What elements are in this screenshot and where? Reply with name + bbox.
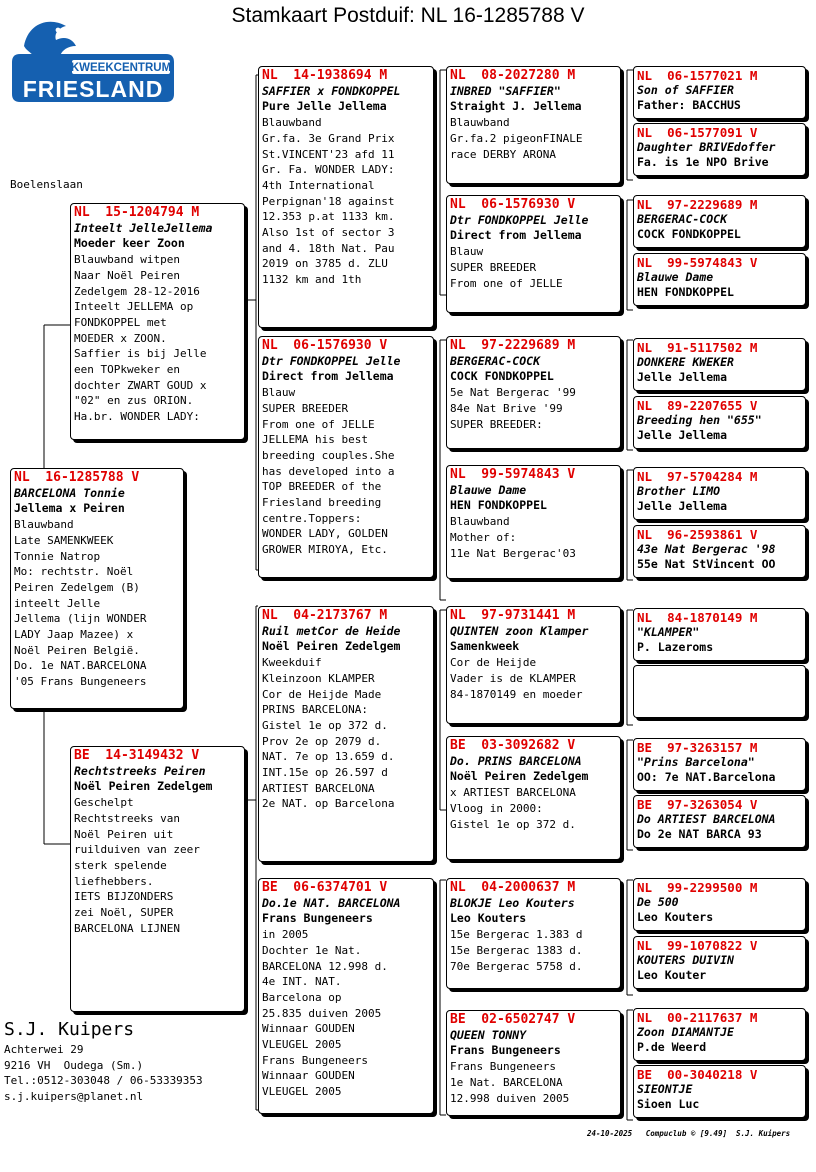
info-line: Also 1st of sector 3 (262, 226, 395, 240)
pigeon-name: Do. PRINS BARCELONA (450, 753, 582, 768)
ring-number: NL 04-2000637 M (450, 880, 576, 895)
ancestor-card-empty[interactable] (633, 665, 806, 718)
info-line: Cor de Heijde (450, 656, 537, 670)
info-line: From one of JELLE (450, 276, 563, 290)
owner-address: Achterwei 29 (4, 1043, 84, 1056)
ring-number: NL 84-1870149 M (637, 610, 758, 625)
info-line: Blauw (262, 386, 296, 400)
pigeon-line: Frans Bungeneers (450, 1043, 561, 1058)
info-line: 84e Nat Brive '99 (450, 401, 563, 415)
pigeon-name: Dtr FONDKOPPEL Jelle (450, 212, 589, 227)
info-line: ARTIEST BARCELONA (262, 781, 375, 795)
info-line: From one of JELLE (262, 417, 375, 431)
pigeon-line: Noël Peiren Zedelgem (74, 779, 213, 794)
great-grandparent-card[interactable] (446, 66, 621, 184)
grandparent-card[interactable] (258, 606, 434, 862)
great-grandparent-card[interactable] (446, 465, 621, 579)
info-line: centre.Toppers: (262, 511, 362, 525)
page-title: Stamkaart Postduif: NL 16-1285788 V (231, 4, 585, 27)
ring-number: NL 15-1204794 M (74, 205, 200, 220)
ring-number: NL 14-1938694 M (262, 68, 388, 83)
owner-block (4, 1018, 203, 1104)
ring-number: NL 08-2027280 M (450, 68, 576, 83)
info-line: MOEDER x ZOON. (74, 331, 167, 345)
info-line: BARCELONA 12.998 d. (262, 959, 388, 973)
ancestor-card[interactable] (633, 338, 806, 391)
pigeon-line: Straight J. Jellema (450, 99, 582, 114)
info-line: Perpignan'18 against (262, 194, 395, 208)
info-line: PRINS BARCELONA: (262, 703, 368, 717)
info-line: Vloog in 2000: (450, 801, 543, 815)
info-line: Rechtstreeks van (74, 811, 180, 825)
pigeon-name: DONKERE KWEKER (637, 355, 734, 369)
info-line: GROWER MIROYA, Etc. (262, 543, 388, 557)
info-line: 2019 on 3785 d. ZLU (262, 257, 388, 271)
pigeon-line: Jelle Jellema (637, 499, 728, 513)
info-line: and 4. 18th Nat. Pau (262, 241, 395, 255)
pigeon-line: Do 2e NAT BARCA 93 (637, 827, 762, 841)
owner-phone: Tel.:0512-303048 / 06-53339353 (4, 1074, 203, 1087)
info-line: Frans Bungeneers (450, 1060, 556, 1074)
pigeon-line: Leo Kouters (637, 910, 714, 924)
info-line: St.VINCENT'23 afd 11 (262, 147, 395, 161)
pigeon-name: Daughter BRIVEdoffer (637, 140, 776, 154)
info-line: Blauwband (450, 116, 510, 130)
info-line: Gr.fa.2 pigeonFINALE (450, 131, 583, 145)
pigeon-line: P. Lazeroms (637, 640, 714, 654)
pigeon-name: BERGERAC-COCK (637, 212, 728, 226)
grandparent-card[interactable] (258, 878, 434, 1114)
pigeon-name: SAFFIER x FONDKOPPEL (262, 83, 401, 98)
info-line: in 2005 (262, 928, 309, 942)
ring-number: NL 06-1577021 M (637, 68, 758, 83)
info-line: NAT. 7e op 13.659 d. (262, 750, 395, 764)
info-line: 84-1870149 en moeder (450, 687, 583, 701)
pigeon-line: HEN FONDKOPPEL (637, 285, 734, 299)
pigeon-line: Fa. is 1e NPO Brive (637, 155, 769, 169)
pigeon-name: BLOKJE Leo Kouters (450, 895, 575, 910)
info-line: VLEUGEL 2005 (262, 1038, 342, 1052)
pigeon-line: Pure Jelle Jellema (262, 99, 387, 114)
info-line: Geschelpt (74, 796, 134, 810)
pigeon-line: COCK FONDKOPPEL (450, 369, 554, 384)
info-line: TOP BREEDER of the (262, 480, 382, 494)
info-line: WONDER LADY, GOLDEN (262, 527, 388, 541)
info-line: Cor de Heijde Made (262, 687, 382, 701)
info-line: Gr.fa. 3e Grand Prix (262, 131, 395, 145)
pigeon-line: Father: BACCHUS (637, 98, 741, 112)
ancestor-card[interactable] (633, 936, 806, 989)
info-line: Late SAMENKWEEK (14, 533, 114, 547)
pigeon-line: Direct from Jellema (450, 228, 582, 243)
owner-name: S.J. Kuipers (4, 1019, 135, 1040)
info-line: 11e Nat Bergerac'03 (450, 546, 576, 560)
pigeon-name: "KLAMPER" (637, 625, 700, 639)
great-grandparent-card[interactable] (446, 606, 621, 724)
pigeon-line: Leo Kouters (450, 911, 527, 926)
info-line: 2e NAT. op Barcelona (262, 797, 395, 811)
info-line: SUPER BREEDER (262, 401, 349, 415)
pigeon-line: P.de Weerd (637, 1040, 707, 1054)
info-line: Friesland breeding (262, 496, 382, 510)
info-line: Prov 2e op 2079 d. (262, 734, 382, 748)
info-line: Gistel 1e op 372 d. (450, 817, 576, 831)
great-grandparent-card[interactable] (446, 878, 621, 989)
pigeon-name: QUEEN TONNY (450, 1027, 527, 1042)
info-line: zei Noël, SUPER (74, 906, 174, 920)
info-line: SUPER BREEDER: (450, 417, 543, 431)
info-line: 12.353 p.at 1133 km. (262, 210, 395, 224)
pigeon-name: SIEONTJE (637, 1082, 693, 1096)
ring-number: NL 97-9731441 M (450, 608, 576, 623)
ancestor-card[interactable] (633, 66, 806, 119)
ring-number: BE 02-6502747 V (450, 1012, 576, 1027)
info-line: 5e Nat Bergerac '99 (450, 386, 576, 400)
ancestor-card[interactable] (633, 253, 806, 306)
pigeon-name: Brother LIMO (637, 484, 721, 498)
ring-number: NL 04-2173767 M (262, 608, 388, 623)
ring-number: NL 99-2299500 M (637, 880, 758, 895)
info-line: Barcelona op (262, 990, 342, 1004)
info-line: Winnaar GOUDEN (262, 1069, 355, 1083)
info-line: FONDKOPPEL met (74, 315, 167, 329)
pigeon-line: Leo Kouter (637, 968, 707, 982)
great-grandparent-card[interactable] (446, 1010, 621, 1116)
pigeon-name: Do ARTIEST BARCELONA (637, 812, 776, 826)
info-line: 15e Bergerac 1.383 d (450, 928, 583, 942)
pigeon-name: Blauwe Dame (450, 482, 527, 497)
ring-number: BE 06-6374701 V (262, 880, 388, 895)
sire-card[interactable] (70, 746, 245, 1012)
ring-number: NL 00-2117637 M (637, 1010, 758, 1025)
ring-number: BE 03-3092682 V (450, 738, 576, 753)
pigeon-name: BARCELONA Tonnie (14, 485, 125, 500)
info-line: Gistel 1e op 372 d. (262, 718, 388, 732)
ancestor-card[interactable] (633, 396, 806, 449)
info-line: ruilduiven van zeer (74, 843, 200, 857)
info-line: Saffier is bij Jelle (74, 347, 207, 361)
info-line: 4th International (262, 178, 375, 192)
pigeon-line: Noël Peiren Zedelgem (450, 769, 589, 784)
info-line: Kweekduif (262, 656, 322, 670)
info-line: Kleinzoon KLAMPER (262, 671, 375, 685)
ring-number: BE 14-3149432 V (74, 748, 200, 763)
ring-number: BE 97-3263157 M (637, 740, 758, 755)
info-line: liefhebbers. (74, 874, 154, 888)
info-line: Blauw (450, 245, 484, 259)
info-line: Jellema (lijn WONDER (14, 612, 147, 626)
pigeon-line: OO: 7e NAT.Barcelona (637, 770, 776, 784)
info-line: 25.835 duiven 2005 (262, 1006, 382, 1020)
pigeon-name: INBRED "SAFFIER" (450, 83, 561, 98)
info-line: Dochter 1e Nat. (262, 943, 362, 957)
ring-number: NL 99-5974843 V (637, 255, 758, 270)
pigeon-name: KOUTERS DUIVIN (637, 953, 734, 967)
dam-card[interactable] (70, 203, 245, 440)
ancestor-card[interactable] (633, 123, 806, 176)
ancestor-card[interactable] (633, 795, 806, 848)
footer-credit: 24-10-2025 Compuclub © [9.49] S.J. Kuipers (587, 1129, 791, 1138)
info-line: Winnaar GOUDEN (262, 1022, 355, 1036)
info-line: Naar Noël Peiren (74, 268, 180, 282)
ring-number: NL 99-1070822 V (637, 938, 758, 953)
info-line: Inteelt JELLEMA op (74, 300, 194, 314)
pigeon-name: Son of SAFFIER (637, 83, 734, 97)
info-line: BARCELONA LIJNEN (74, 921, 180, 935)
pigeon-line: Noël Peiren Zedelgem (262, 639, 401, 654)
pigeon-name: QUINTEN zoon Klamper (450, 623, 589, 638)
great-grandparent-card[interactable] (446, 336, 621, 449)
grandparent-card[interactable] (258, 66, 434, 328)
info-line: Do. 1e NAT.BARCELONA (14, 659, 147, 673)
ring-number: NL 06-1576930 V (262, 338, 388, 353)
info-line: Vader is de KLAMPER (450, 671, 576, 685)
great-grandparent-card[interactable] (446, 195, 621, 313)
pigeon-line: Jelle Jellema (637, 370, 728, 384)
ring-number: NL 99-5974843 V (450, 467, 576, 482)
ring-number: NL 16-1285788 V (14, 470, 140, 485)
pigeon-line: 55e Nat StVincent OO (637, 557, 776, 571)
ring-number: NL 97-5704284 M (637, 469, 758, 484)
owner-postcode: 9216 VH Oudega (Sm.) (4, 1058, 144, 1072)
info-line: inteelt Jelle (14, 596, 101, 610)
ancestor-card[interactable] (633, 195, 806, 248)
ring-number: NL 06-1577091 V (637, 125, 758, 140)
info-line: '05 Frans Bungeneers (14, 675, 147, 689)
pigeon-line: Frans Bungeneers (262, 911, 373, 926)
ring-number: NL 96-2593861 V (637, 527, 758, 542)
pigeon-name: "Prins Barcelona" (637, 755, 755, 769)
ring-number: NL 06-1576930 V (450, 197, 576, 212)
info-line: VLEUGEL 2005 (262, 1085, 342, 1099)
info-line: race DERBY ARONA (450, 147, 556, 161)
info-line: Noël Peiren België. (14, 643, 140, 657)
grandparent-card[interactable] (258, 336, 434, 578)
info-line: x ARTIEST BARCELONA (450, 786, 576, 800)
ancestor-card[interactable] (633, 878, 806, 931)
info-line: Peiren Zedelgem (B) (14, 580, 140, 594)
info-line: INT.15e op 26.597 d (262, 766, 388, 780)
pigeon-name: Blauwe Dame (637, 270, 714, 284)
info-line: sterk spelende (74, 858, 167, 872)
pigeon-line: Jelle Jellema (637, 428, 728, 442)
ancestor-card[interactable] (633, 525, 806, 578)
pigeon-name: 43e Nat Bergerac '98 (637, 542, 776, 556)
pigeon-line: Jellema x Peiren (14, 501, 125, 516)
pigeon-name: Rechtstreeks Peiren (74, 763, 206, 778)
pigeon-line: Samenkweek (450, 639, 520, 654)
great-grandparent-card[interactable] (446, 736, 621, 860)
ancestor-card[interactable] (633, 738, 806, 791)
info-line: een TOPkweker en (74, 363, 180, 377)
info-line: Gr. Fa. WONDER LADY: (262, 163, 395, 177)
pigeon-line: HEN FONDKOPPEL (450, 498, 547, 513)
info-line: IETS BIJZONDERS (74, 890, 174, 904)
info-line: Blauwband (14, 518, 74, 532)
pigeon-name: Dtr FONDKOPPEL Jelle (262, 353, 401, 368)
ring-number: NL 91-5117502 M (637, 340, 758, 355)
svg-text:KWEEKCENTRUM: KWEEKCENTRUM (70, 62, 172, 74)
info-line: SUPER BREEDER (450, 260, 537, 274)
ring-number: BE 00-3040218 V (637, 1067, 758, 1082)
info-line: 12.998 duiven 2005 (450, 1091, 570, 1105)
info-line: dochter ZWART GOUD x (74, 378, 207, 392)
ancestor-card[interactable] (633, 1065, 806, 1118)
ancestor-card[interactable] (633, 467, 806, 520)
info-line: 4e INT. NAT. (262, 975, 342, 989)
pigeon-name: De 500 (637, 895, 679, 909)
ancestor-card[interactable] (633, 608, 806, 661)
pigeon-name: Zoon DIAMANTJE (637, 1025, 734, 1039)
info-line: "02" en zus ORION. (74, 394, 194, 408)
info-line: Zedelgem 28-12-2016 (74, 284, 200, 298)
info-line: Blauwband (450, 515, 510, 529)
info-line: 1132 km and 1th (262, 273, 362, 287)
info-line: Frans Bungeneers (262, 1053, 368, 1067)
ring-number: BE 97-3263054 V (637, 797, 758, 812)
pigeon-name: Breeding hen "655" (637, 413, 762, 427)
ring-number: NL 97-2229689 M (637, 197, 758, 212)
info-line: Blauwband witpen (74, 253, 180, 267)
pigeon-name: Ruil metCor de Heide (262, 623, 401, 638)
svg-text:FRIESLAND: FRIESLAND (22, 76, 164, 102)
info-line: 1e Nat. BARCELONA (450, 1075, 563, 1089)
ring-number: NL 89-2207655 V (637, 398, 758, 413)
info-line: JELLEMA his best (262, 433, 368, 447)
info-line: has developed into a (262, 464, 395, 478)
info-line: Tonnie Natrop (14, 549, 101, 563)
info-line: Blauwband (262, 116, 322, 130)
pigeon-name: Inteelt JelleJellema (74, 220, 213, 235)
ring-number: NL 97-2229689 M (450, 338, 576, 353)
pigeon-line: COCK FONDKOPPEL (637, 227, 741, 241)
info-line: LADY Jaap Mazee) x (14, 628, 134, 642)
info-line: Ha.br. WONDER LADY: (74, 410, 200, 424)
info-line: 70e Bergerac 5758 d. (450, 959, 583, 973)
pigeon-name: Do.1e NAT. BARCELONA (262, 895, 401, 910)
pigeon-line: Moeder keer Zoon (74, 236, 185, 251)
ancestor-card[interactable] (633, 1008, 806, 1061)
info-line: Noël Peiren uit (74, 827, 174, 841)
loft-name: Boelenslaan (10, 178, 83, 191)
subject-pigeon-card[interactable] (10, 468, 184, 709)
pigeon-line: Direct from Jellema (262, 369, 394, 384)
pigeon-name: BERGERAC-COCK (450, 353, 541, 368)
info-line: Mother of: (450, 530, 517, 544)
info-line: breeding couples.She (262, 448, 395, 462)
info-line: Mo: rechtstr. Noël (14, 565, 134, 579)
owner-email: s.j.kuipers@planet.nl (4, 1089, 144, 1103)
pigeon-line: Sioen Luc (637, 1097, 700, 1111)
info-line: 15e Bergerac 1383 d. (450, 943, 583, 957)
